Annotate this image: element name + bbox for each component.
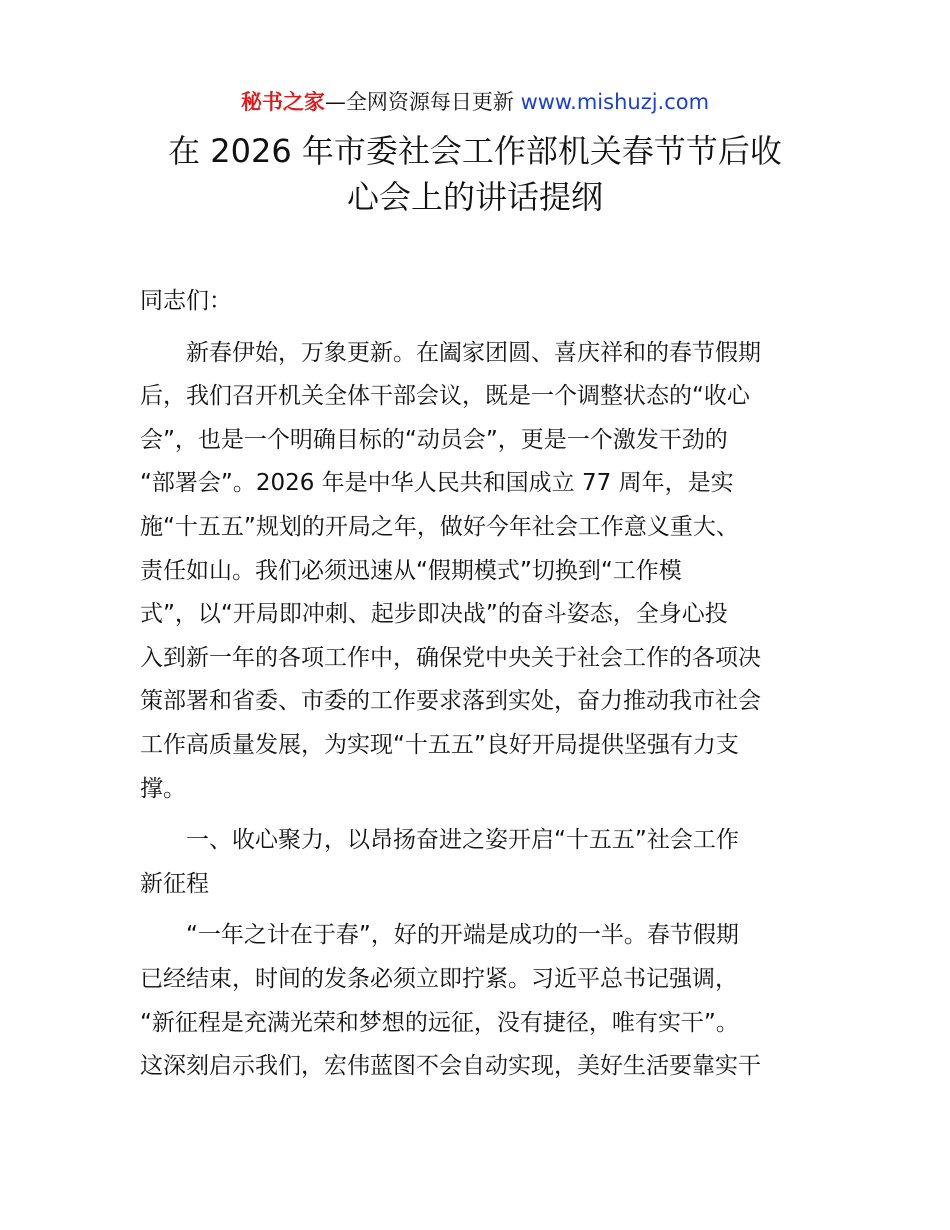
- text-line: 工作高质量发展，为实现“十五五”良好开局提供坚强有力支: [140, 731, 739, 758]
- title-line: 在 2026 年市委社会工作部机关春节节后收: [168, 132, 782, 170]
- site-header: [0, 86, 950, 118]
- document-title: [120, 128, 830, 220]
- text-line: 新春伊始，万象更新。在阖家团圆、喜庆祥和的春节假期: [140, 339, 761, 366]
- text-line: 式”，以“开局即冲刺、起步即决战”的奋斗姿态，全身心投: [140, 601, 728, 628]
- text-line: “部署会”。2026 年是中华人民共和国成立 77 周年，是实: [140, 470, 734, 497]
- text-line: 会”，也是一个明确目标的“动员会”，更是一个激发干劲的: [140, 426, 728, 453]
- heading-line: 新征程: [140, 870, 209, 897]
- text-line: 已经结束，时间的发条必须立即拧紧。习近平总书记强调，: [140, 965, 738, 992]
- text-line: 策部署和省委、市委的工作要求落到实处，奋力推动我市社会: [140, 688, 761, 715]
- heading-line: 一、收心聚力，以昂扬奋进之姿开启“十五五”社会工作: [140, 827, 739, 854]
- text-line: 施“十五五”规划的开局之年，做好今年社会工作意义重大、: [140, 513, 739, 540]
- paragraph-intro: [140, 332, 820, 812]
- section-heading-1: [140, 819, 820, 906]
- salutation: 同志们：: [140, 288, 232, 314]
- text-line: 撑。: [140, 775, 186, 802]
- text-line: 入到新一年的各项工作中，确保党中央关于社会工作的各项决: [140, 644, 761, 671]
- text-line: “一年之计在于春”，好的开端是成功的一半。春节假期: [140, 922, 739, 949]
- header-slogan: —全网资源每日更新: [324, 90, 521, 114]
- text-line: 后，我们召开机关全体干部会议，既是一个调整状态的“收心: [140, 383, 750, 410]
- text-line: 这深刻启示我们，宏伟蓝图不会自动实现，美好生活要靠实干: [140, 1053, 761, 1080]
- text-line: 责任如山。我们必须迅速从“假期模式”切换到“工作模: [140, 557, 682, 584]
- site-url-link[interactable]: www.mishuzj.com: [520, 90, 710, 114]
- paragraph-section1: [140, 914, 820, 1088]
- document-body: [140, 280, 820, 1089]
- title-line: 心会上的讲话提纲: [346, 178, 603, 216]
- text-line: “新征程是充满光荣和梦想的远征，没有捷径，唯有实干”。: [140, 1009, 739, 1036]
- brand-name: 秘书之家: [240, 90, 325, 114]
